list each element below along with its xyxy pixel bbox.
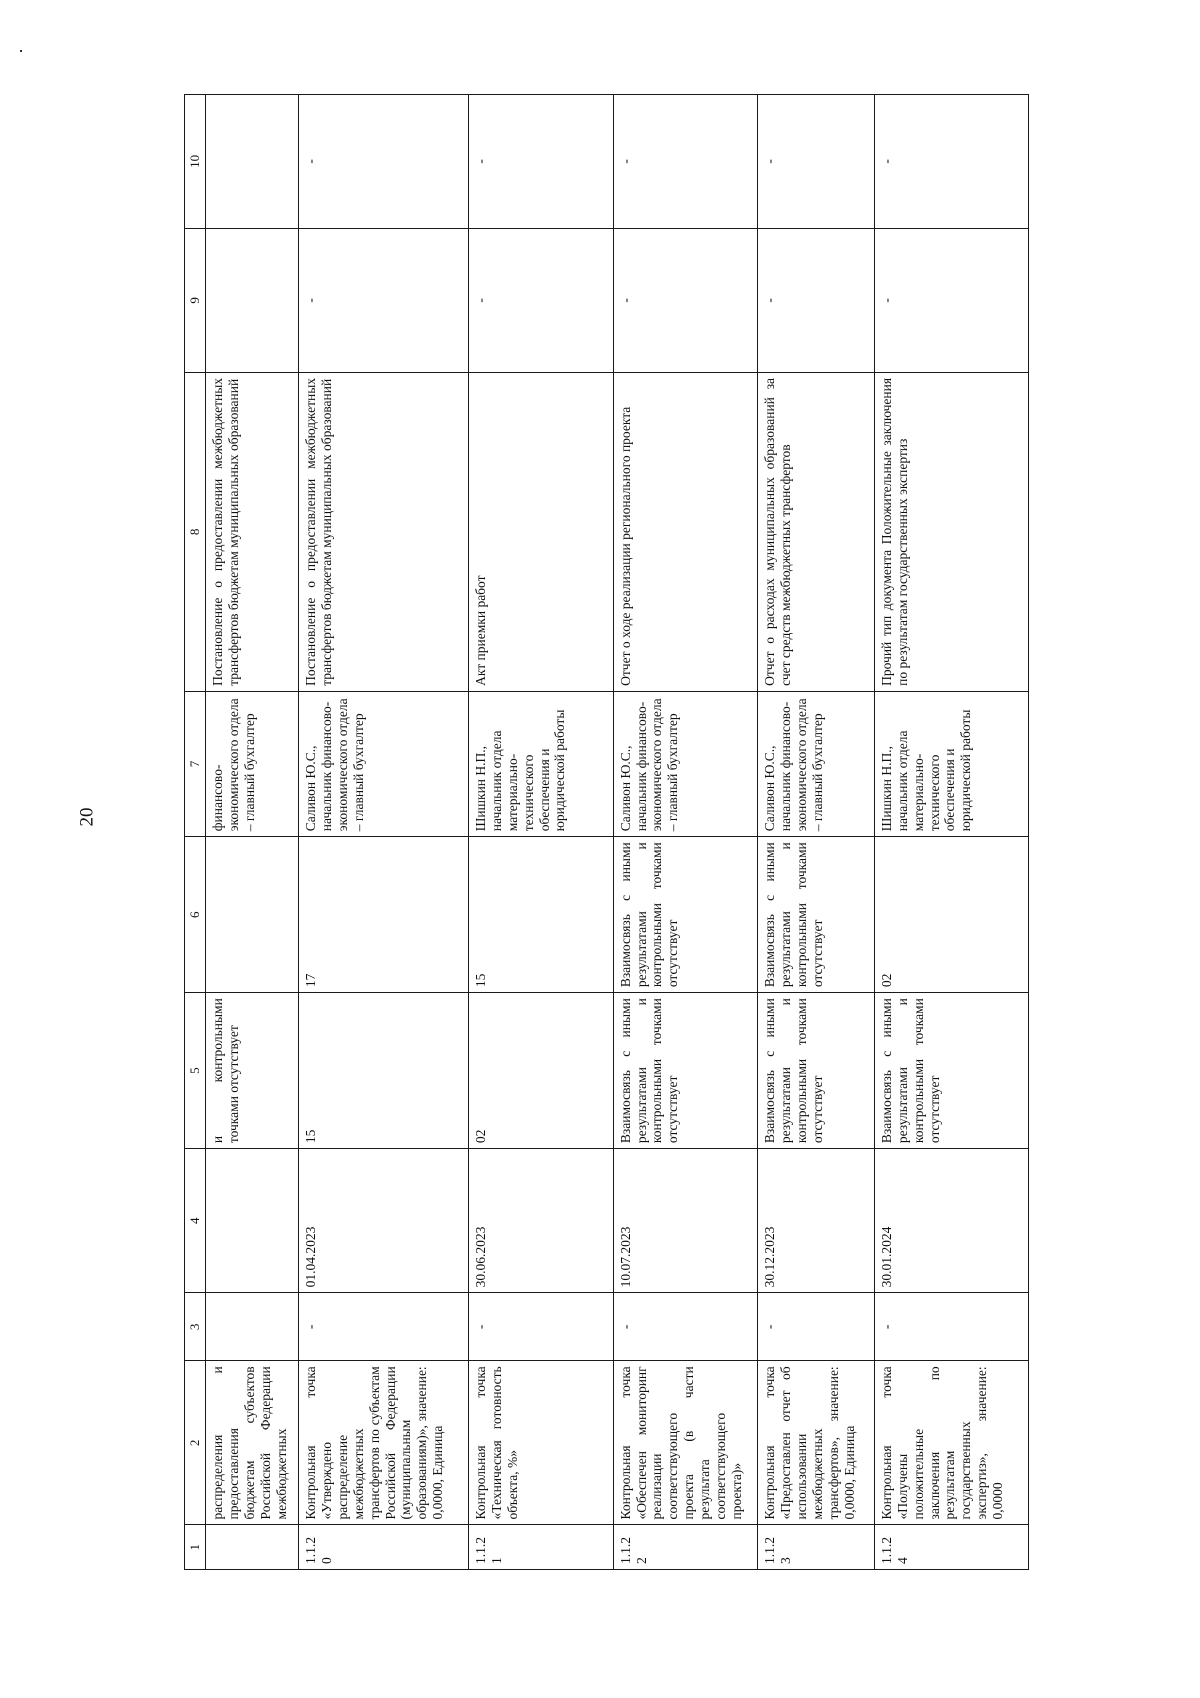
table-row [758,95,874,1570]
cell-responsible: финансово-экономического отдела – главный бухгалтер [205,691,298,836]
cell-col9 [205,228,298,372]
cell-col10 [205,95,298,229]
column-header: 1 [185,1525,206,1570]
column-header: 3 [185,1293,206,1361]
cell-number [205,1525,298,1570]
cell-col10: - [298,95,468,229]
cell-responsible: Саливон Ю.С., начальник финансово-экономического отдела – главный бухгалтер [758,691,874,836]
cell-col3 [205,1293,298,1361]
cell-col5: Взаимосвязь с иными результатами и контрольными точками отсутствует [874,993,1028,1149]
column-header: 9 [185,228,206,372]
cell-number: 1.1.20 [298,1525,468,1570]
cell-col5: Взаимосвязь с иными результатами и контрольными точками отсутствует [613,993,758,1149]
cell-name: Контрольная точка «Техническая готовность объекта, %» [468,1361,613,1525]
cell-document: Постановление о предоставлении межбюджетных трансфертов бюджетам муниципальных образований [205,372,298,691]
cell-name: Контрольная точка «Предоставлен отчет об использовании межбюджетных трансфертов», значение: 0,0000, Единица [758,1361,874,1525]
rotated-table-container [184,94,1029,1570]
cell-date: 10.07.2023 [613,1149,758,1293]
cell-col3: - [758,1293,874,1361]
cell-col3: - [468,1293,613,1361]
cell-col10: - [468,95,613,229]
column-header: 6 [185,837,206,993]
cell-name: Контрольная точка «Получены положительные заключения по результатам государственных экспертиз», значение: 0,0000 [874,1361,1028,1525]
cell-name: Контрольная точка «Утверждено распределение межбюджетных трансфертов по субъектам Российской Федерации (муниципальным образованиям)», значение: 0,0000, Единица [298,1361,468,1525]
cell-col6: Взаимосвязь с иными результатами и контрольными точками отсутствует [758,837,874,993]
cell-col6: 02 [874,837,1028,993]
column-header: 8 [185,372,206,691]
cell-date [205,1149,298,1293]
column-header: 7 [185,691,206,836]
table-row [205,95,298,1570]
column-header: 5 [185,993,206,1149]
cell-document: Отчет о ходе реализации регионального проекта [613,372,758,691]
cell-col9: - [613,228,758,372]
cell-number: 1.1.22 [613,1525,758,1570]
cell-col6 [205,837,298,993]
cell-responsible: Шишкин Н.П., начальник отдела материально-технического обеспечения и юридической работы [874,691,1028,836]
cell-col5: Взаимосвязь с иными результатами и контрольными точками отсутствует [758,993,874,1149]
cell-col9: - [468,228,613,372]
cell-document: Прочий тип документа Положительные заключения по результатам государственных экспертиз [874,372,1028,691]
table-header-row [185,95,206,1570]
cell-col6: 15 [468,837,613,993]
cell-col9: - [758,228,874,372]
cell-col10: - [874,95,1028,229]
cell-responsible: Шишкин Н.П., начальник отдела материально-технического обеспечения и юридической работы [468,691,613,836]
table-row [874,95,1028,1570]
page-number: 20 [76,807,98,827]
cell-col6: 17 [298,837,468,993]
column-header: 4 [185,1149,206,1293]
cell-col9: - [874,228,1028,372]
cell-document: Постановление о предоставлении межбюджетных трансфертов бюджетам муниципальных образований [298,372,468,691]
cell-number: 1.1.23 [758,1525,874,1570]
column-header: 2 [185,1361,206,1525]
cell-date: 30.01.2024 [874,1149,1028,1293]
cell-responsible: Саливон Ю.С., начальник финансово-экономического отдела – главный бухгалтер [298,691,468,836]
cell-responsible: Саливон Ю.С., начальник финансово-экономического отдела – главный бухгалтер [613,691,758,836]
cell-col3: - [613,1293,758,1361]
column-header: 10 [185,95,206,229]
scan-speck [20,50,22,52]
cell-col10: - [613,95,758,229]
table-row [298,95,468,1570]
table-row [468,95,613,1570]
cell-col3: - [874,1293,1028,1361]
cell-name: распределения и предоставления бюджетам субъектов Российской Федерации межбюджетных [205,1361,298,1525]
control-points-table [184,94,1029,1570]
cell-col10: - [758,95,874,229]
cell-document: Отчет о расходах муниципальных образований за счет средств межбюджетных трансфертов [758,372,874,691]
cell-col5: 02 [468,993,613,1149]
cell-date: 01.04.2023 [298,1149,468,1293]
table-row [613,95,758,1570]
cell-date: 30.12.2023 [758,1149,874,1293]
cell-col9: - [298,228,468,372]
cell-col3: - [298,1293,468,1361]
cell-name: Контрольная точка «Обеспечен мониторинг реализации соответствующего проекта (в части результата соответствующего проекта)» [613,1361,758,1525]
cell-number: 1.1.24 [874,1525,1028,1570]
cell-number: 1.1.21 [468,1525,613,1570]
cell-col6: Взаимосвязь с иными результатами и контрольными точками отсутствует [613,837,758,993]
cell-date: 30.06.2023 [468,1149,613,1293]
cell-document: Акт приемки работ [468,372,613,691]
cell-col5: 15 [298,993,468,1149]
cell-col5: и контрольными точками отсутствует [205,993,298,1149]
